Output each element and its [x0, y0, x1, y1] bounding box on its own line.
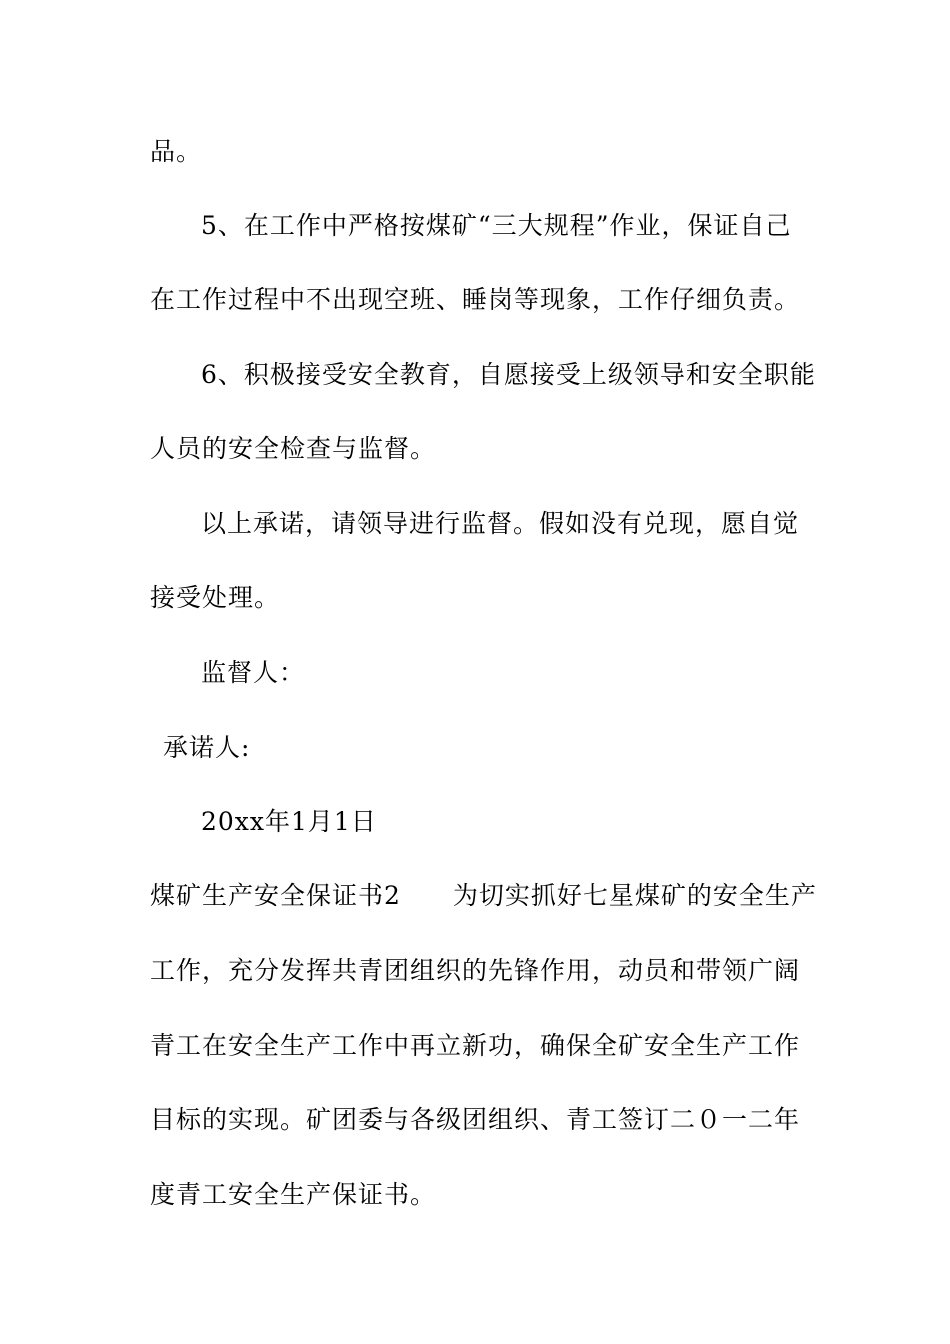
text-line-12: 工作，充分发挥共青团组织的先锋作用，动员和带领广阔	[150, 956, 801, 985]
text-line-6: 以上承诺，请领导进行监督。假如没有兑现，愿自觉	[201, 509, 800, 538]
supervisor-label: 监督人：	[201, 658, 306, 687]
text-line-3: 在工作过程中不出现空班、睡岗等现象，工作仔细负责。	[150, 285, 801, 314]
text-line-13: 青工在安全生产工作中再立新功，确保全矿安全生产工作	[150, 1031, 801, 1060]
text-line-4: 6、积极接受安全教育，自愿接受上级领导和安全职能	[201, 360, 816, 389]
promisor-label: 承诺人:	[163, 733, 251, 762]
text-line-2: 5、在工作中严格按煤矿“三大规程”作业，保证自己	[201, 211, 792, 240]
text-line-7: 接受处理。	[150, 583, 281, 612]
text-line-1: 品。	[150, 137, 203, 166]
text-line-5: 人员的安全检查与监督。	[150, 434, 437, 463]
date-line: 20xx年1月1日	[201, 807, 377, 836]
text-line-15: 度青工安全生产保证书。	[150, 1180, 437, 1209]
text-line-11: 煤矿生产安全保证书2 为切实抓好七星煤矿的安全生产	[150, 881, 817, 910]
text-line-14: 目标的实现。矿团委与各级团组织、青工签订二０一二年	[150, 1105, 801, 1134]
